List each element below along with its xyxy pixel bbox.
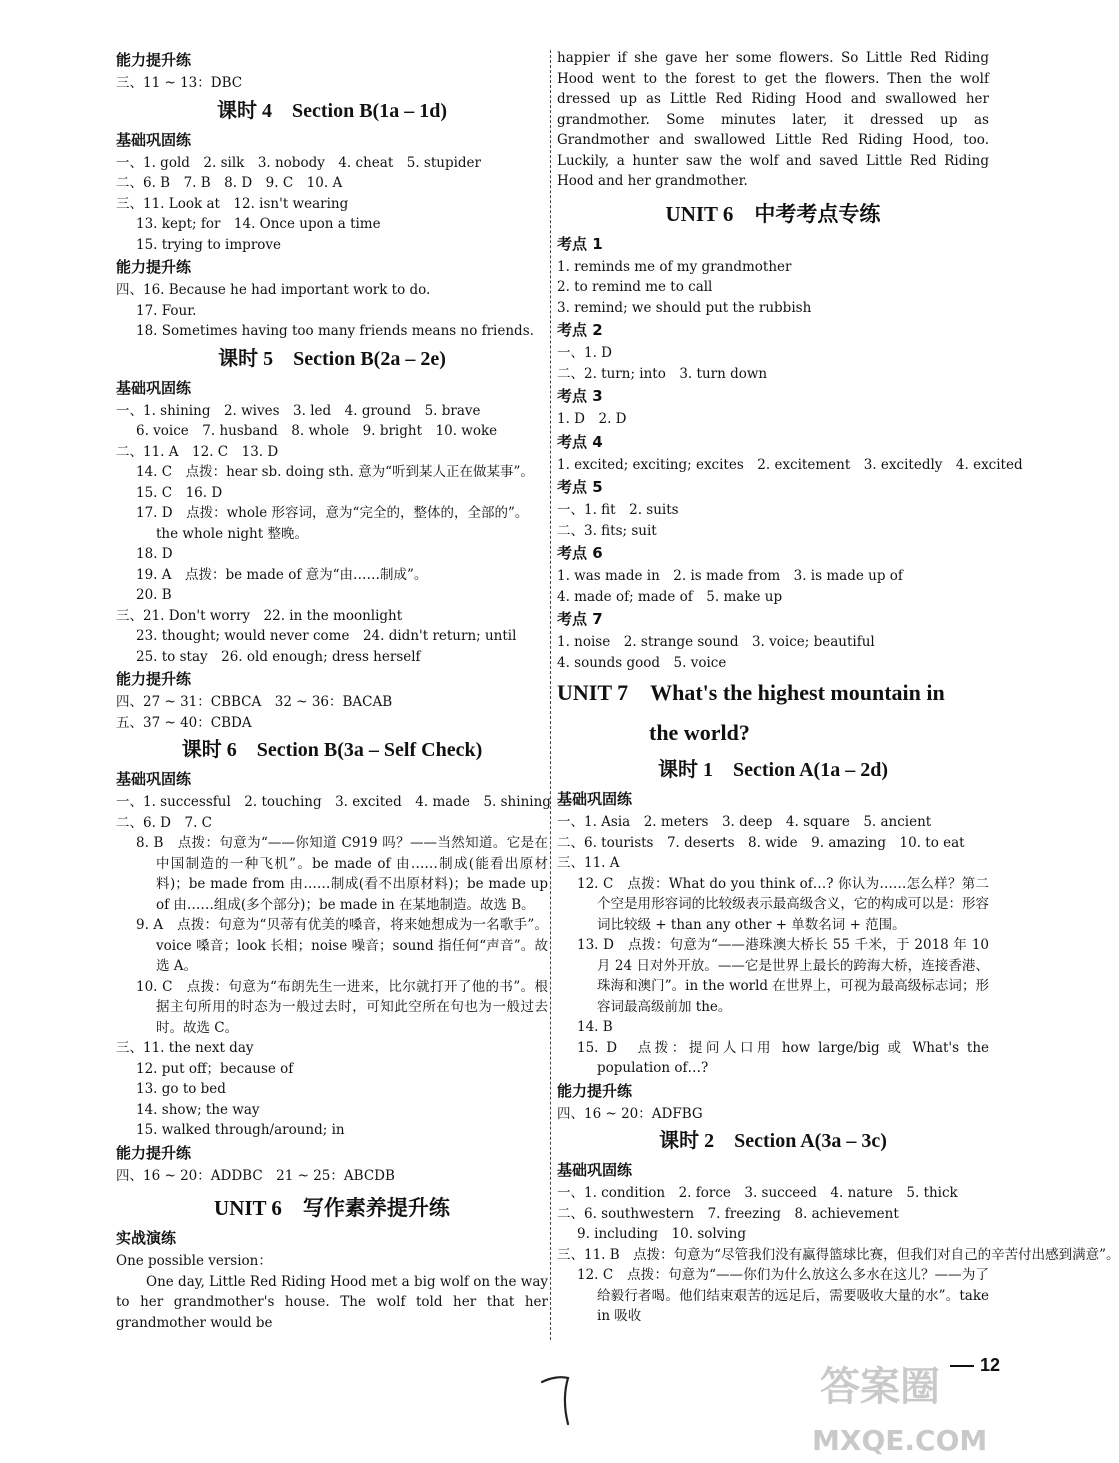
- section-subheading: 能力提升练: [116, 1143, 192, 1162]
- explanation-paragraph: 15. D 点拨：提问人口用 how large/big 或 What's the population of…?: [577, 1039, 989, 1076]
- section-subheading: 基础巩固练: [116, 770, 192, 788]
- answer-line: 15. C 16. D: [136, 484, 223, 501]
- right-column: [557, 48, 1119, 1327]
- answer-line: the whole night 整晚。: [156, 525, 308, 542]
- answer-line: 三、11 ~ 13：DBC: [116, 75, 243, 91]
- answer-line: 二、2. turn; into 3. turn down: [557, 365, 768, 382]
- answer-line: 一、1. condition 2. force 3. succeed 4. nature 5. thick: [557, 1185, 958, 1201]
- answer-line: 15. trying to improve: [136, 236, 282, 253]
- answer-line: 18. Sometimes having too many friends means no friends.: [136, 323, 534, 339]
- answer-line: 19. A 点拨：be made of 意为“由……制成”。: [136, 566, 428, 583]
- answer-line: 20. B: [136, 587, 172, 603]
- answer-line: 三、21. Don't worry 22. in the moonlight: [116, 607, 403, 624]
- section-subheading: 基础巩固练: [116, 378, 192, 397]
- answer-line: 二、6. D 7. C: [116, 814, 212, 831]
- section-subheading: 能力提升练: [116, 258, 192, 276]
- left-column: [116, 48, 551, 1333]
- answer-line: 4. sounds good 5. voice: [557, 654, 727, 671]
- svg-text:MXQE.COM: MXQE.COM: [812, 1424, 988, 1457]
- answer-line: 一、1. successful 2. touching 3. excited 4. made 5. shining: [116, 794, 551, 810]
- lesson-heading: 课时 4 Section B(1a – 1d): [217, 99, 447, 122]
- explanation-paragraph: 10. C 点拨：句意为“布朗先生一进来，比尔就打开了他的书”。根据主句所用的时态为一般过去时，可知此空所在句也为一般过去时。故选 C。: [136, 978, 548, 1036]
- lesson-heading: 课时 2 Section A(3a – 3c): [659, 1130, 887, 1152]
- answer-line: 一、1. fit 2. suits: [557, 502, 679, 518]
- answer-line: 1. reminds me of my grandmother: [557, 258, 792, 275]
- lesson-heading: 课时 1 Section A(1a – 2d): [658, 759, 888, 781]
- section-subheading: 实战演练: [116, 1229, 177, 1247]
- unit-heading-continued: the world?: [649, 720, 750, 745]
- explanation-paragraph: 12. C 点拨：What do you think of…? 你认为……怎么样？第二个空是用形容词的比较级表示最高级含义，它的构成可以是：形容词比较级 + than any other + 单数名词 + 范围。: [577, 875, 989, 933]
- lesson-heading: 课时 5 Section B(2a – 2e): [218, 347, 446, 370]
- answer-line: 15. walked through/around; in: [136, 1122, 345, 1138]
- answer-line: 1. excited; exciting; excites 2. excitement 3. excitedly 4. excited: [557, 456, 1023, 473]
- answer-line: 三、11. Look at 12. isn't wearing: [116, 195, 349, 212]
- answer-line: 14. C 点拨：hear sb. doing sth. 意为“听到某人正在做某事”。: [136, 464, 534, 480]
- section-subheading: 能力提升练: [116, 51, 192, 69]
- section-subheading: 能力提升练: [557, 1081, 633, 1100]
- answer-line: 17. Four.: [136, 302, 197, 319]
- answer-line: 三、11. B 点拨：句意为“尽管我们没有赢得篮球比赛，但我们对自己的辛苦付出感到满意”。: [557, 1246, 1119, 1263]
- explanation-paragraph: 9. A 点拨：句意为“贝蒂有优美的嗓音，将来她想成为一名歌手”。voice 嗓音；look 长相；noise 噪音；sound 指任何“声音”。故选 A。: [136, 917, 548, 974]
- answer-line: 三、11. A: [557, 855, 620, 871]
- unit-heading: UNIT 7 What's the highest mountain in: [557, 680, 945, 705]
- answer-line: 二、3. fits; suit: [557, 522, 657, 539]
- section-subheading: 能力提升练: [116, 670, 192, 688]
- answer-line: 1. noise 2. strange sound 3. voice; beautiful: [557, 634, 875, 650]
- answer-line: 二、6. tourists 7. deserts 8. wide 9. amazing 10. to eat: [557, 834, 965, 851]
- explanation-paragraph: 13. D 点拨：句意为“——港珠澳大桥长 55 千米，于 2018 年 10 月 24 日对外开放。——它是世界上最长的跨海大桥，连接香港、珠海和澳门”。in the world 在世界上，可视为最高级标志词；形容词最高级前加 the。: [577, 937, 989, 1015]
- answer-line: 6. voice 7. husband 8. whole 9. bright 10. woke: [136, 423, 498, 439]
- answer-line: 一、1. Asia 2. meters 3. deep 4. square 5. ancient: [557, 814, 932, 830]
- lesson-heading: 课时 6 Section B(3a – Self Check): [181, 739, 483, 761]
- answer-line: 1. was made in 2. is made from 3. is made up of: [557, 568, 903, 584]
- watermark-logo: [790, 1350, 1000, 1462]
- answer-line: One possible version：: [116, 1253, 272, 1269]
- answer-line: 四、27 ~ 31：CBBCA 32 ~ 36：BACAB: [116, 694, 393, 710]
- handwritten-mark: [538, 1372, 578, 1432]
- answer-line: 25. to stay 26. old enough; dress herself: [136, 648, 421, 665]
- svg-text:答案圈: 答案圈: [820, 1364, 940, 1410]
- answer-line: 五、37 ~ 40：CBDA: [116, 714, 252, 731]
- answer-line: 18. D: [136, 546, 173, 562]
- column-divider: [550, 50, 551, 1340]
- answer-line: 14. B: [577, 1019, 613, 1035]
- explanation-paragraph: 12. C 点拨：句意为“——你们为什么放这么多水在这儿？——为了给毅行者喝。他们结束艰苦的远足后，需要吸收大量的水”。take in 吸收: [577, 1267, 989, 1324]
- section-subheading: 考点 7: [557, 610, 603, 628]
- section-subheading: 基础巩固练: [557, 1161, 633, 1179]
- answer-line: 四、16 ~ 20：ADFBG: [557, 1105, 703, 1122]
- explanation-paragraph: 8. B 点拨：句意为“——你知道 C919 吗？——当然知道。它是在中国制造的一种飞机”。be made of 由……制成(能看出原材料)；be made from 由……制成(看不出原材料)；be made up of 由……组成(多个部分)；be made in 在某地制造。故选 B。: [136, 835, 548, 913]
- essay-paragraph: One day, Little Red Riding Hood met a big wolf on the way to her grandmother's house. The wolf told her that her grandmother would be: [116, 1273, 548, 1331]
- answer-line: 3. remind; we should put the rubbish: [557, 299, 812, 316]
- answer-line: 13. go to bed: [136, 1081, 226, 1097]
- section-subheading: 考点 5: [557, 478, 603, 496]
- section-subheading: 考点 6: [557, 544, 603, 562]
- answer-line: 二、6. southwestern 7. freezing 8. achievement: [557, 1205, 899, 1222]
- answer-line: 四、16. Because he had important work to do.: [116, 282, 431, 298]
- answer-line: 13. kept; for 14. Once upon a time: [136, 216, 381, 232]
- section-subheading: 基础巩固练: [116, 130, 192, 149]
- section-subheading: 考点 2: [557, 321, 603, 339]
- unit-heading: UNIT 6 中考考点专练: [665, 201, 881, 226]
- answer-line: 14. show; the way: [136, 1101, 260, 1118]
- essay-paragraph: happier if she gave her some flowers. So Little Red Riding Hood went to the forest to get the flowers. Then the wolf dressed up as Little Red Riding Hood and swallowed her grandmother. Some minutes later, it dressed up as Grandmother and swallowed Little Red Riding Hood, too. Luckily, a hunter saw the wolf and saved Little Red Riding Hood and her grandmother.: [557, 50, 989, 189]
- section-subheading: 考点 3: [557, 387, 603, 405]
- answer-line: 二、6. B 7. B 8. D 9. C 10. A: [116, 175, 343, 191]
- section-subheading: 基础巩固练: [557, 790, 633, 808]
- answer-line: 2. to remind me to call: [557, 279, 713, 295]
- answer-line: 二、11. A 12. C 13. D: [116, 443, 279, 460]
- answer-line: 四、16 ~ 20：ADDBC 21 ~ 25：ABCDB: [116, 1167, 395, 1184]
- page-number: 12: [950, 1355, 1000, 1376]
- answer-line: 12. put off；because of: [136, 1060, 294, 1077]
- unit-heading: UNIT 6 写作素养提升练: [214, 1196, 450, 1220]
- answer-line: 1. D 2. D: [557, 411, 627, 427]
- answer-line: 23. thought; would never come 24. didn't return; until: [136, 628, 517, 644]
- answer-line: 一、1. shining 2. wives 3. led 4. ground 5. brave: [116, 402, 481, 419]
- answer-line: 一、1. D: [557, 345, 612, 361]
- answer-line: 4. made of; made of 5. make up: [557, 588, 783, 605]
- section-subheading: 考点 4: [557, 432, 603, 451]
- answer-line: 9. including 10. solving: [577, 1226, 746, 1242]
- answer-line: 三、11. the next day: [116, 1040, 254, 1056]
- answer-line: 一、1. gold 2. silk 3. nobody 4. cheat 5. stupider: [116, 154, 482, 171]
- section-subheading: 考点 1: [557, 234, 603, 253]
- answer-line: 17. D 点拨：whole 形容词，意为“完全的，整体的，全部的”。: [136, 505, 529, 521]
